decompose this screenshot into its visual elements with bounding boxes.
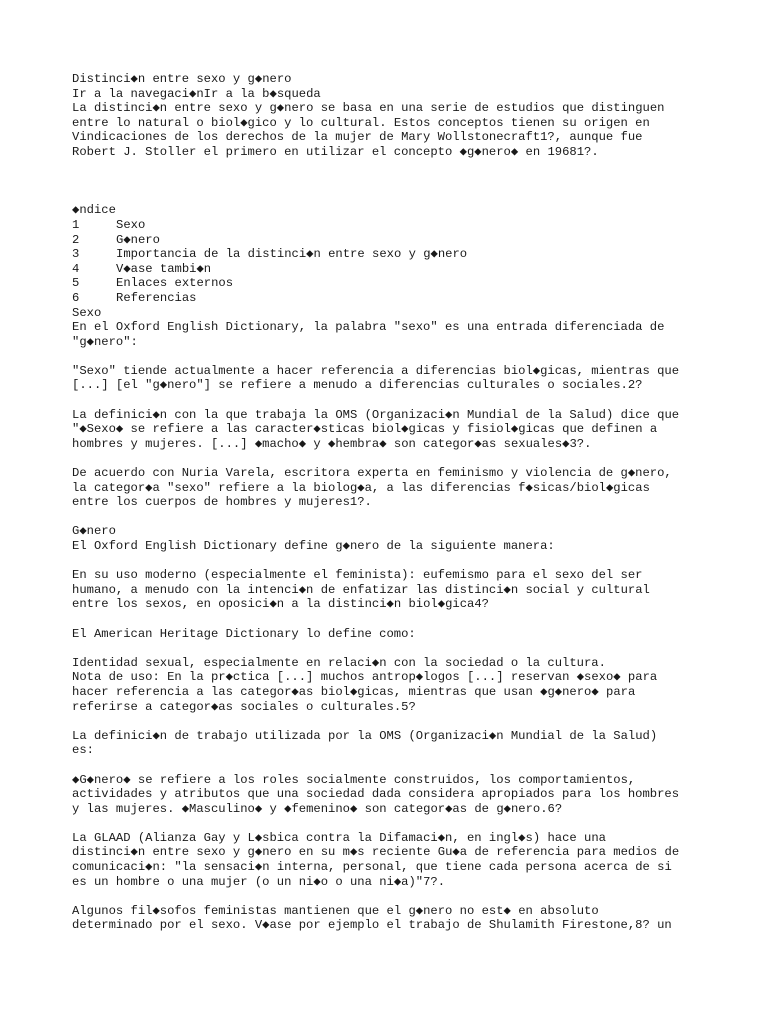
toc-heading: ◆ndice (72, 203, 116, 218)
section-genero (72, 524, 712, 933)
table-of-contents (72, 203, 712, 305)
navigation-links[interactable]: Ir a la navegaci◆nIr a la b◆squeda (72, 86, 321, 101)
quote-paragraph: ◆G◆nero◆ se refiere a los roles socialmente construidos, los comportamientos, actividades y atributos que una sociedad dada considera apropiados para los hombres y las mujeres. ◆Masculino◆ y ◆femenino◆ son categor◆as de g◆nero.6? (72, 772, 680, 816)
paragraph: La definici◆n de trabajo utilizada por la OMS (Organizaci◆n Mundial de la Salud) es: (72, 728, 658, 758)
toc-item-referencias[interactable]: 6 Referencias (72, 290, 197, 305)
toc-item-genero[interactable]: 2 G◆nero (72, 232, 160, 247)
quote-paragraph: En su uso moderno (especialmente el feminista): eufemismo para el sexo del ser humano, a menudo con la intenci◆n de enfatizar las distinci◆n social y cultural entre los sexos, en oposici◆n a la distinci◆n biol◆gica4? (72, 568, 650, 612)
paragraph: El American Heritage Dictionary lo define como: (72, 626, 416, 641)
paragraph: Algunos fil◆sofos feministas mantienen que el g◆nero no est◆ en absoluto determinado por el sexo. V◆ase por ejemplo el trabajo de Shulamith Firestone,8? un (72, 903, 672, 933)
section-heading-genero: G◆nero (72, 524, 116, 539)
toc-item-enlaces-externos[interactable]: 5 Enlaces externos (72, 276, 234, 291)
toc-item-sexo[interactable]: 1 Sexo (72, 217, 146, 232)
quote-paragraph: "Sexo" tiende actualmente a hacer referencia a diferencias biol◆gicas, mientras que [...] [el "g◆nero"] se refiere a menudo a diferencias culturales o sociales.2? (72, 363, 680, 393)
paragraph: El Oxford English Dictionary define g◆nero de la siguiente manera: (72, 539, 555, 554)
document-title: Distinci◆n entre sexo y g◆nero (72, 72, 292, 86)
section-heading-sexo: Sexo (72, 305, 102, 320)
paragraph: De acuerdo con Nuria Varela, escritora experta en feminismo y violencia de g◆nero, la categor◆a "sexo" refiere a la biolog◆a, a las diferencias f◆sicas/biol◆gicas entre los cuerpos de hombres y mujeres1?. (72, 466, 672, 510)
toc-item-vease-tambien[interactable]: 4 V◆ase tambi◆n (72, 261, 212, 276)
toc-item-importancia[interactable]: 3 Importancia de la distinci◆n entre sexo y g◆nero (72, 247, 468, 262)
quote-paragraph: Identidad sexual, especialmente en relaci◆n con la sociedad o la cultura. Nota de uso: En la pr◆ctica [...] muchos antrop◆logos [...] reservan ◆sexo◆ para hacer referencia a las categor◆as biol◆gicas, mientras que usan ◆g◆nero◆ para referirse a categor◆as sociales o culturales.5? (72, 655, 658, 714)
intro-paragraph: La distinci◆n entre sexo y g◆nero se basa en una serie de estudios que distinguen entre lo natural o biol◆gico y lo cultural. Estos conceptos tienen su origen en Vindicaciones de los derechos de la mujer de Mary Wollstonecraft1?, aunque fue Robert J. Stoller el primero en utilizar el concepto ◆g◆nero◆ en 19681?. (72, 101, 665, 159)
paragraph: La GLAAD (Alianza Gay y L◆sbica contra la Difamaci◆n, en ingl◆s) hace una distinci◆n entre sexo y g◆nero en su m◆s reciente Gu◆a de referencia para medios de comunicaci◆n: "la sensaci◆n interna, personal, que tiene cada persona acerca de si es un hombre o una mujer (o un ni◆o o una ni◆a)"7?. (72, 830, 680, 889)
section-sexo (72, 306, 712, 510)
document-page (72, 72, 712, 933)
paragraph: La definici◆n con la que trabaja la OMS (Organizaci◆n Mundial de la Salud) dice que "◆Sexo◆ se refiere a las caracter◆sticas biol◆gicas y fisiol◆gicas que definen a hombres y mujeres. [...] ◆macho◆ y ◆hembra◆ son categor◆as sexuales◆3?. (72, 407, 680, 451)
paragraph: En el Oxford English Dictionary, la palabra "sexo" es una entrada diferenciada de "g◆nero": (72, 320, 665, 349)
